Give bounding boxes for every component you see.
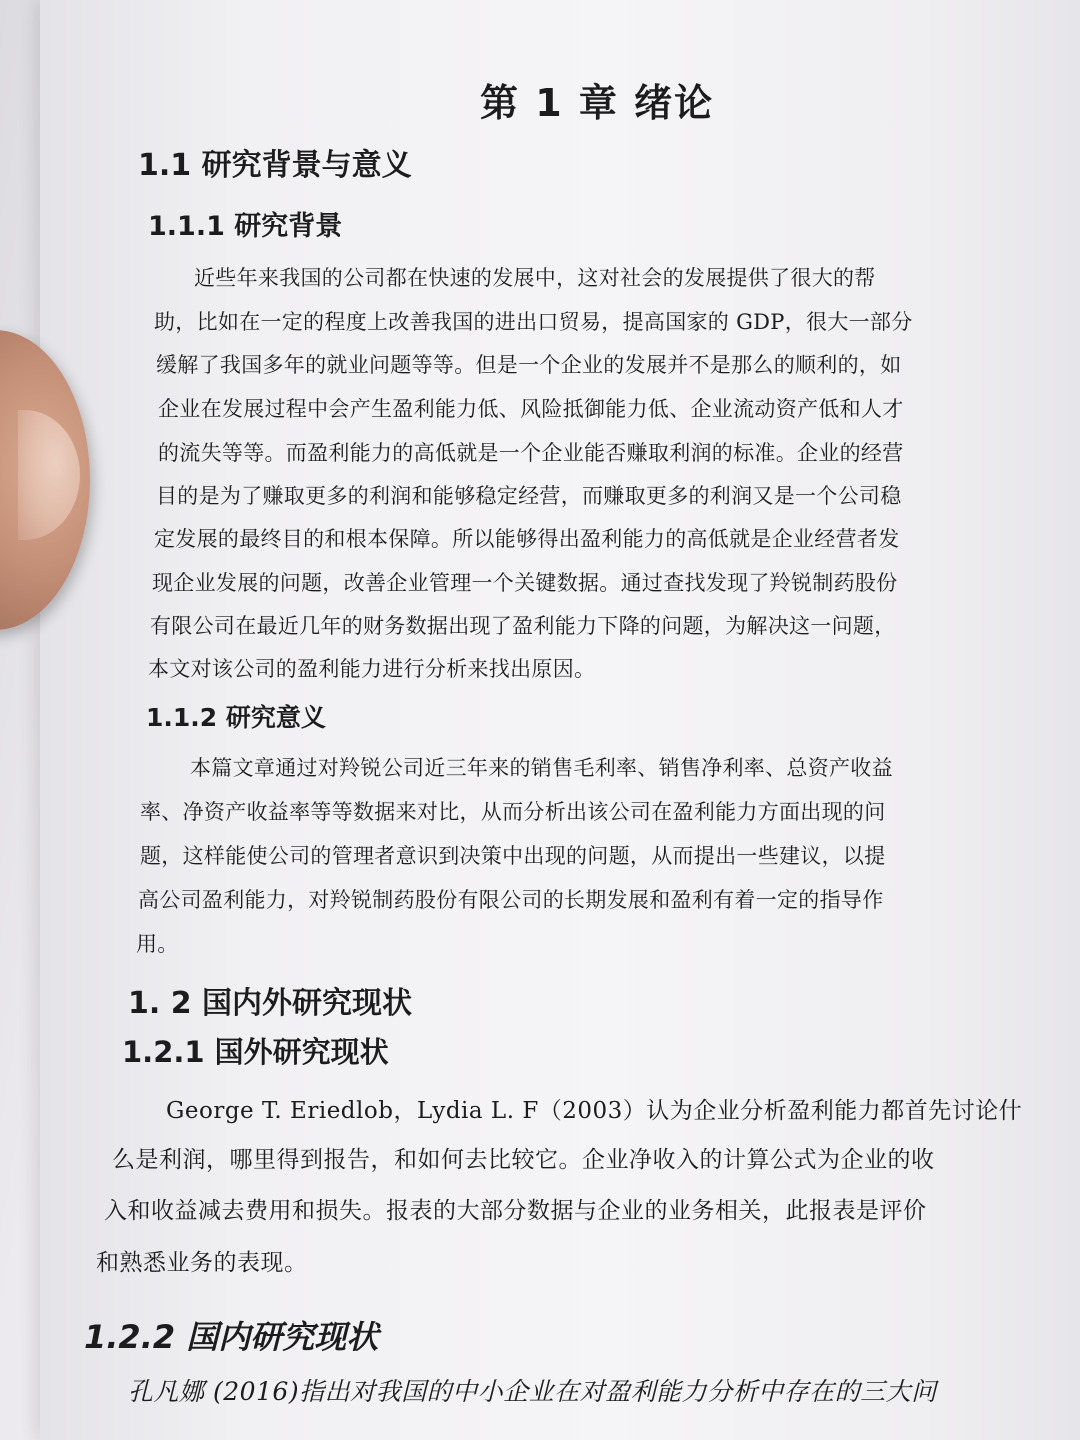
paragraph-line: 助，比如在一定的程度上改善我国的进出口贸易，提高国家的 GDP，很大一部分 [154,310,913,334]
thumbnail-nail [18,410,80,540]
paragraph-line: 高公司盈利能力，对羚锐制药股份有限公司的长期发展和盈利有着一定的指导作 [138,888,884,912]
paragraph-line: 有限公司在最近几年的财务数据出现了盈利能力下降的问题，为解决这一问题， [150,614,896,638]
paragraph-line: 目的是为了赚取更多的利润和能够稳定经营，而赚取更多的利润又是一个公司稳 [156,484,902,508]
paragraph-line: 本文对该公司的盈利能力进行分析来找出原因。 [148,657,596,681]
paragraph-line: 入和收益减去费用和损失。报表的大部分数据与企业的业务相关，此报表是评价 [104,1198,927,1224]
subsection-heading-1-2-1: 1.2.1 国外研究现状 [122,1035,389,1069]
paragraph-line: 企业在发展过程中会产生盈利能力低、风险抵御能力低、企业流动资产低和人才 [158,397,904,421]
paragraph-line: 题，这样能使公司的管理者意识到决策中出现的问题，从而提出一些建议，以提 [140,844,886,868]
paragraph-line: 现企业发展的问题，改善企业管理一个关键数据。通过查找发现了羚锐制药股份 [152,571,898,595]
subsection-heading-1-1-2: 1.1.2 研究意义 [146,703,326,732]
paragraph-line: 定发展的最终目的和根本保障。所以能够得出盈利能力的高低就是企业经营者发 [154,527,900,551]
paragraph-line: 缓解了我国多年的就业问题等等。但是一个企业的发展并不是那么的顺利的，如 [156,353,902,377]
chapter-title: 第 1 章 绪论 [480,81,715,125]
section-heading-1-1: 1.1 研究背景与意义 [138,148,412,183]
paragraph-line: 的流失等等。而盈利能力的高低就是一个企业能否赚取利润的标准。企业的经营 [158,441,904,465]
paragraph-line: 和熟悉业务的表现。 [96,1250,308,1276]
paragraph-line: 本篇文章通过对羚锐公司近三年来的销售毛利率、销售净利率、总资产收益 [190,756,893,780]
section-heading-1-2: 1. 2 国内外研究现状 [128,986,413,1021]
paragraph-line: George T. Eriedlob，Lydia L. F（2003）认为企业分析盈利能力都首先讨论什 [166,1098,1023,1124]
subsection-heading-1-1-1: 1.1.1 研究背景 [148,211,343,242]
paragraph-line: 用。 [136,932,179,956]
paragraph-line: 孔凡娜 (2016)指出对我国的中小企业在对盈利能力分析中存在的三大问 [128,1377,937,1406]
document-page [40,0,1080,1440]
paragraph-line: 么是利润，哪里得到报告，和如何去比较它。企业净收入的计算公式为企业的收 [112,1147,935,1173]
paragraph-line: 近些年来我国的公司都在快速的发展中，这对社会的发展提供了很大的帮 [194,266,876,290]
paragraph-line: 率、净资产收益率等等数据来对比，从而分析出该公司在盈利能力方面出现的问 [140,800,886,824]
subsection-heading-1-2-2: 1.2.2 国内研究现状 [84,1318,379,1356]
